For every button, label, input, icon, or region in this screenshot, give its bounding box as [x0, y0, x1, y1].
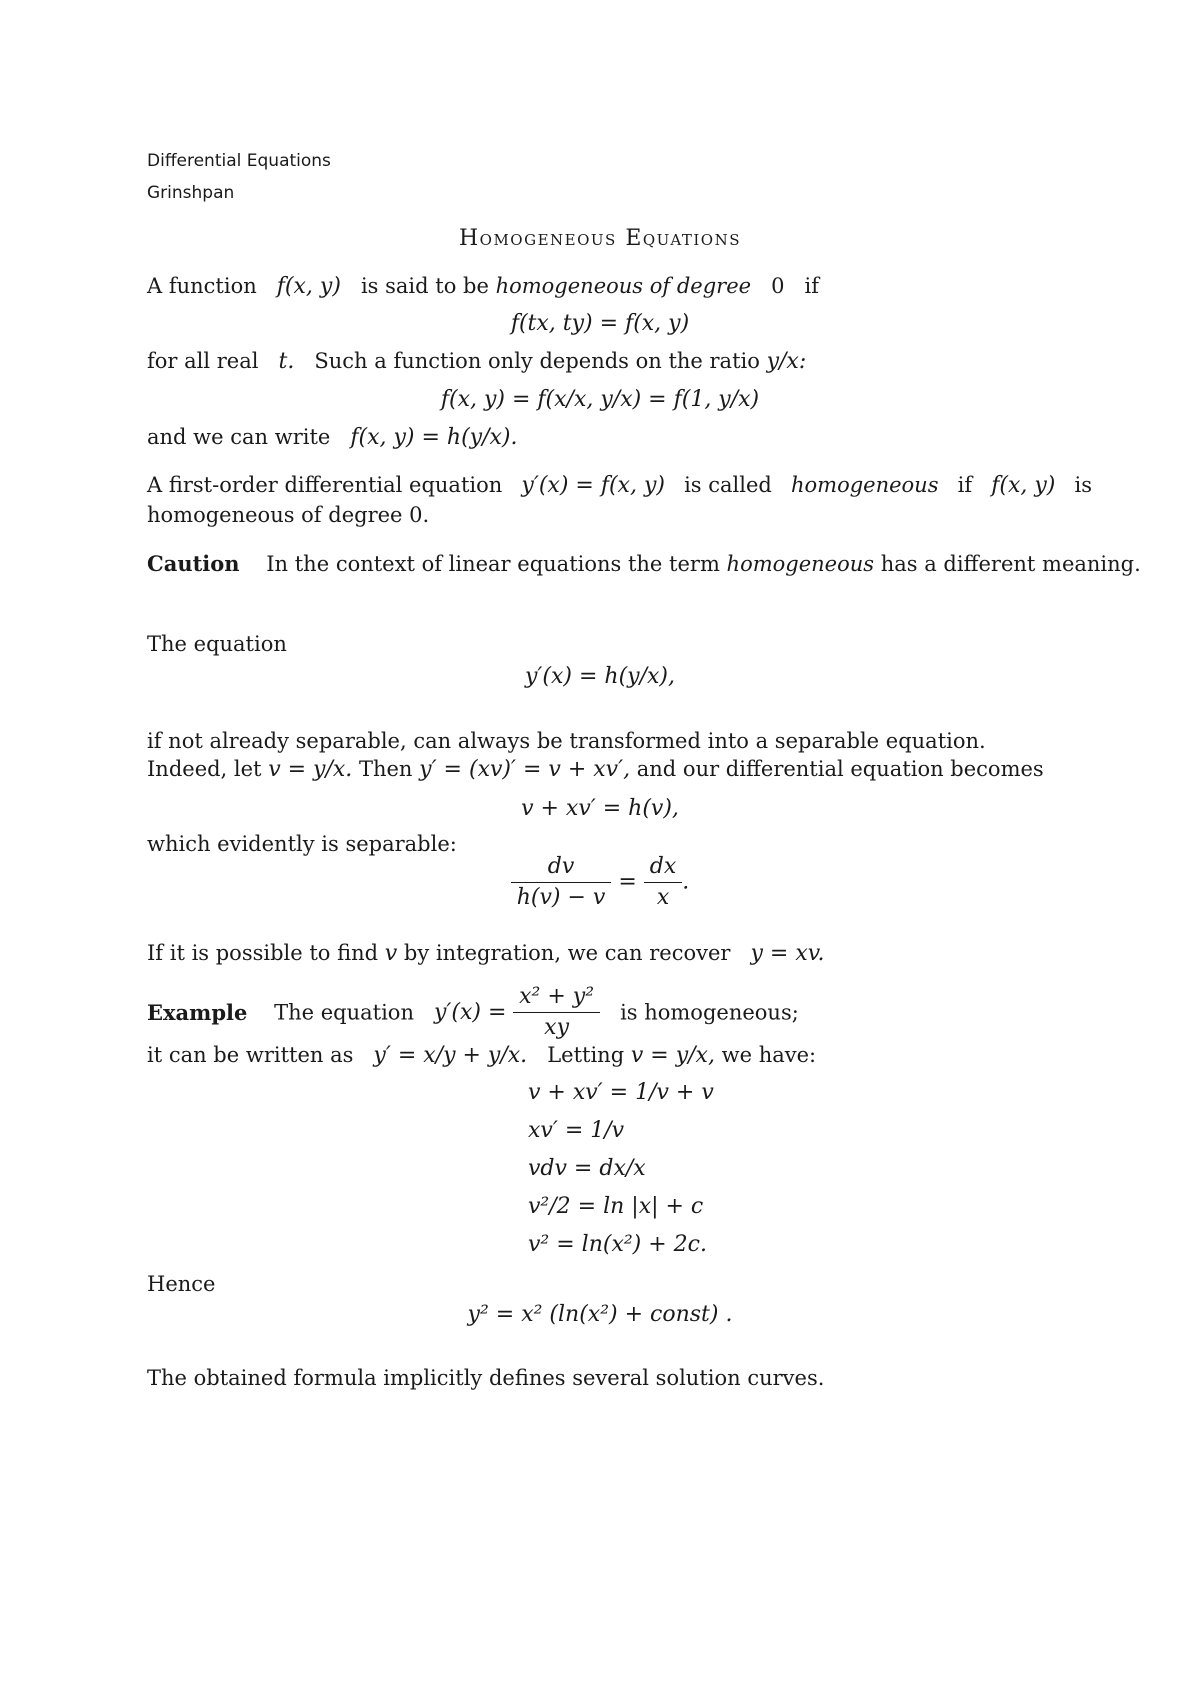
text-fragment: by integration, we can recover [403, 941, 731, 965]
math-fragment: y′(x) = [434, 1000, 507, 1025]
page-title: Homogeneous Equations [458, 226, 742, 251]
emphasis-text: homogeneous of degree [495, 274, 752, 298]
math-fragment: f(x, y) = h(y/x). [350, 425, 518, 450]
text-fragment: A first-order differential equation [147, 473, 503, 497]
text-fragment: The equation [274, 1000, 414, 1025]
emphasis-text: homogeneous [790, 473, 939, 497]
text-fragment: Indeed, let [147, 757, 262, 781]
step-line: v² = ln(x²) + 2c. [528, 1232, 707, 1257]
math-fragment: v = y/x, [630, 1043, 715, 1068]
equation-result: y² = x² (ln(x²) + const) . [467, 1302, 733, 1327]
text-fragment: has a different meaning. [880, 552, 1141, 576]
intro-line-5: homogeneous of degree 0. [147, 503, 430, 527]
equation-substituted: v + xv′ = h(v), [521, 796, 679, 821]
text-fragment: is [1074, 473, 1092, 497]
method-line-3: which evidently is separable: [147, 832, 457, 856]
text-fragment: is called [684, 473, 772, 497]
closing-sentence: The obtained formula implicitly defines several solution curves. [147, 1366, 825, 1390]
text-fragment: In the context of linear equations the term [266, 552, 720, 576]
course-name: Differential Equations [147, 151, 331, 171]
fraction-denominator: x [656, 885, 670, 910]
text-fragment: if [957, 473, 973, 497]
step-line: v²/2 = ln |x| + c [528, 1194, 704, 1219]
method-line-2 [147, 757, 1044, 782]
fraction-denominator: xy [544, 1015, 569, 1040]
caution-label: Caution [147, 551, 240, 576]
text-fragment: for all real [147, 349, 259, 373]
method-line-4 [147, 941, 825, 966]
step-line: vdv = dx/x [528, 1156, 646, 1181]
text-fragment: we have: [721, 1043, 817, 1067]
example-line-1 [147, 982, 799, 1043]
method-line-1: if not already separable, can always be transformed into a separable equation. [147, 729, 986, 753]
math-fragment: v = y/x. [268, 757, 353, 782]
fraction-denominator: h(v) − v [516, 885, 606, 910]
math-fragment: v [384, 941, 398, 966]
text-fragment: 0 [771, 274, 785, 298]
math-fragment: y′ = x/y + y/x. [373, 1043, 528, 1068]
text-fragment: is said to be [360, 274, 489, 298]
math-fragment: t. [278, 349, 295, 374]
intro-line-2 [147, 349, 806, 374]
step-line: xv′ = 1/v [528, 1118, 625, 1143]
separable-fraction-equation [0, 852, 1200, 913]
text-fragment: and we can write [147, 425, 331, 449]
fraction-numerator: x² + y² [513, 982, 600, 1013]
math-fragment: y′(x) = f(x, y) [521, 473, 665, 498]
fraction-numerator: dx [644, 852, 683, 883]
step-line: v + xv′ = 1/v + v [528, 1080, 714, 1105]
equation-ratio: f(x, y) = f(x/x, y/x) = f(1, y/x) [440, 387, 760, 412]
equation-homogeneity: f(tx, ty) = f(x, y) [510, 311, 690, 336]
fraction-example [513, 982, 600, 1043]
fraction-dx [644, 852, 683, 913]
example-line-2 [147, 1043, 816, 1068]
math-fragment: f(x, y) [991, 473, 1056, 498]
math-fragment: y = xv. [750, 941, 825, 966]
text-fragment: if [804, 274, 819, 298]
text-fragment: If it is possible to find [147, 941, 379, 965]
fraction-numerator: dv [511, 852, 612, 883]
text-fragment: is homogeneous; [620, 1000, 799, 1025]
math-fragment: f(x, y) [276, 274, 341, 299]
text-fragment: Then [358, 757, 413, 781]
hence-label: Hence [147, 1272, 216, 1296]
text-fragment: A function [147, 274, 257, 298]
text-fragment: Such a function only depends on the ratio [314, 349, 760, 373]
math-fragment: y′ = (xv)′ = v + xv′, [419, 757, 631, 782]
math-fragment: y/x: [766, 349, 807, 374]
intro-line-4 [147, 473, 1092, 498]
text-fragment: Letting [547, 1043, 625, 1067]
text-fragment: it can be written as [147, 1043, 354, 1067]
intro-line-1 [147, 274, 819, 299]
author-name: Grinshpan [147, 183, 235, 203]
method-intro: The equation [147, 632, 287, 656]
equation-method: y′(x) = h(y/x), [525, 664, 675, 689]
emphasis-text: homogeneous [726, 552, 875, 576]
equals-sign: = [618, 869, 637, 895]
period: . [682, 869, 690, 895]
intro-line-3 [147, 425, 518, 450]
caution-paragraph [147, 551, 1141, 576]
fraction-dv [511, 852, 612, 913]
example-label: Example [147, 1000, 248, 1025]
text-fragment: and our differential equation becomes [636, 757, 1044, 781]
